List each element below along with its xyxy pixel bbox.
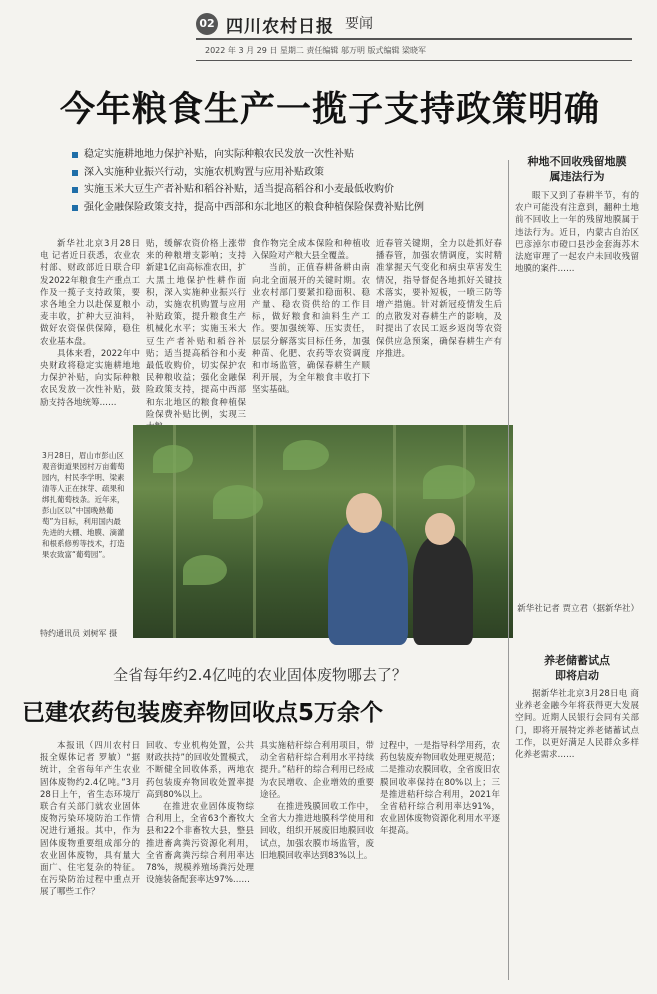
sidebar-divider	[508, 160, 509, 980]
article-paragraph: 在推进残膜回收工作中，全省大力推进地膜科学使用和回收，组织开展废旧地膜回收试点，加强农膜市场监管，废旧地膜回收率达到83%以上。	[260, 802, 374, 861]
second-article-column-1	[40, 740, 140, 988]
policy-bullet	[70, 199, 500, 217]
sidebar-article-1-body	[515, 190, 639, 550]
article-paragraph: 贴，缓解农资价格上涨带来的种粮增支影响；支持新建1亿亩高标准农田，扩大黑土地保护性耕作面积，深入实施种业振兴行动，实施农机购置与应用补贴政策，提升粮食生产机械化水平；实施玉米大豆生产者补贴和稻谷补贴；适当提高稻谷和小麦最低收购价，切实保护农民种粮收益；强化金融保险政策支持，提高中西部和东北地区的粮食种植保险保费补贴比例，实现三	[146, 239, 246, 420]
bullet-square-icon	[72, 152, 78, 158]
policy-bullet-text: 强化金融保险政策支持，提高中西部和东北地区的粮食种植保险保费补贴比例	[84, 201, 424, 213]
main-article-column-4	[376, 238, 502, 418]
second-article-column-3	[260, 740, 374, 988]
article-paragraph: 据新华社北京3月28日电 商业养老金融今年将获得更大发展空间。近期人民银行会同有关部门，即将开展特定养老储蓄试点工作，以更好满足人民群众多样化养老需求……	[515, 689, 639, 761]
article-paragraph: 过程中，一是指导科学用药，农药包装废弃物回收处理更规范；二是推动农膜回收，全省废旧农膜回收率保持在80%以上；三是推进秸秆综合利用，2021年全省秸秆综合利用率达91%，农业固体废物资源化利用水平逐年提高。	[380, 741, 500, 837]
article-paragraph: 近春管关键期，全力以赴抓好春播春管，加强农情调度，实时精准掌握天气变化和病虫草害发生情况，指导督促各地抓好关键技术落实，要补短板，一喷三防等增产措施。针对新冠疫情发生后的点散发对春耕生产的影响，及时提出了农民工返乡返岗等农资保供应急预案，确保春耕生产有序推进。	[376, 239, 502, 359]
page-number-badge: 02	[196, 13, 218, 35]
main-article-column-2	[146, 238, 246, 418]
vineyard-photo	[133, 425, 513, 638]
second-article-column-2	[146, 740, 254, 988]
sidebar-article-2-body	[515, 688, 639, 988]
sidebar-article-title: 属违法行为	[549, 170, 605, 183]
masthead-divider	[196, 38, 632, 40]
sidebar-article-title: 种地不回收残留地膜	[527, 155, 627, 168]
policy-bullet-text: 深入实施种业振兴行动，实施农机购置与应用补贴政策	[84, 166, 324, 178]
policy-bullet-text: 稳定实施耕地地力保护补贴，向实际种粮农民发放一次性补贴	[84, 149, 354, 160]
leaf	[153, 445, 193, 473]
main-headline: 今年粮食生产一揽子支持政策明确	[59, 90, 600, 130]
worker-face	[346, 493, 382, 533]
sidebar-article-1-byline	[515, 603, 639, 629]
worker-face	[425, 513, 455, 545]
sidebar-article-title: 养老储蓄试点	[544, 654, 610, 667]
photo-credit: 特约通讯员 刘树军 摄	[40, 629, 118, 638]
byline: 新华社记者 贾立君（据新华社）	[517, 604, 639, 614]
article-paragraph: 具体来看，2022年中央财政将稳定实施耕地地力保护补贴，向实际种粮农民发放一次性补贴，鼓励支持各地统筹……	[40, 348, 140, 408]
bullet-square-icon	[72, 205, 78, 211]
dateline: 2022 年 3 月 29 日 星期二 责任编辑 邬万明 版式编辑 梁晓军	[205, 46, 427, 55]
policy-bullet-text: 实施玉米大豆生产者补贴和稻谷补贴，适当提高稻谷和小麦最低收购价	[84, 184, 394, 195]
leaf	[183, 555, 227, 585]
sidebar-article-title: 即将启动	[555, 669, 599, 682]
leaf	[423, 465, 475, 499]
article-paragraph: 本报讯（四川农村日报全媒体记者 罗敏）“据统计，全省每年产生农业固体废物约2.4亿吨。”3月28日上午，省生态环境厅联合有关部门就农业固体废物污染环境防治工作情况进行通报。其中，作为固体废物重要组成部分的农业固体废物，具有量大面广、住宅复杂的特征。在污染防治过程中重点开展了哪些工作？	[40, 741, 140, 898]
article-paragraph: 食作物完全成本保险和种植收入保险对产粮大县全覆盖。	[252, 239, 370, 262]
second-article-headline: 已建农药包装废弃物回收点5万余个	[22, 700, 384, 726]
article-paragraph: 眼下又到了春耕半节，有的农户可能没有注意到，翻种土地前不回收上一年的残留地膜属于违法行为。近日，内蒙古自治区巴彦淖尔市磴口县沙金套海苏木法庭审理了一起农户未回收残留地膜的案件……	[515, 191, 639, 275]
policy-bullet	[70, 164, 500, 182]
article-paragraph: 回收、专业机构处置，公共财政扶持”的回收处置模式，不断健全回收体系，两地农药包装废弃物回收处置率提高到80%以上。	[146, 741, 254, 800]
second-article-subheadline: 全省每年约2.4亿吨的农业固体废物哪去了？	[113, 666, 407, 684]
worker-figure	[328, 520, 408, 645]
paper-name-logo: 四川农村日报	[226, 17, 334, 37]
article-paragraph: 当前，正值春耕备耕由南向北全面展开的关键时期。农业农村部门要紧扣稳面积、稳产量、稳农资供给的工作目标，做好粮食和油料生产工作。要加强统筹、压实责任，层层分解落实目标任务，加强种苗、化肥、农药等农资调度和市场监管，确保春耕生产顺利开展，为全年粮食丰收打下坚实基础。	[252, 263, 370, 396]
section-name: 要闻	[345, 16, 373, 32]
policy-bullet	[70, 146, 500, 164]
policy-bullet	[70, 181, 500, 199]
bullet-square-icon	[72, 170, 78, 176]
leaf	[213, 485, 263, 519]
main-article-column-3	[252, 238, 370, 418]
bullet-square-icon	[72, 187, 78, 193]
trellis-post	[253, 425, 256, 638]
worker-figure	[413, 535, 473, 645]
article-paragraph: 在推进农业固体废物综合利用上，全省63个畜牧大县和22个非畜牧大县，整县推进畜禽粪污资源化利用，全省畜禽粪污综合利用率达78%，规模养殖场粪污处理设施装备配套率达97%……	[146, 802, 254, 886]
second-article-column-4	[380, 740, 500, 988]
dateline-divider	[196, 60, 632, 61]
policy-bullet-list	[70, 146, 500, 216]
article-paragraph: 具实施秸秆综合利用项目，带动全省秸秆综合利用水平持续提升。”秸秆的综合利用已经成为农民增收、企业增效的重要途径。	[260, 741, 374, 800]
article-paragraph: 新华社北京3月28日电 记者近日获悉，农业农村部、财政部近日联合印发2022年粮食生产重点工作及一揽子支持政策，要求各地全力以赴保夏粮小麦丰收，扩种大豆油料，做好农资保供保障，稳住农业基本盘。	[40, 239, 140, 347]
leaf	[283, 440, 329, 470]
photo-caption: 3月28日，眉山市彭山区观音街道果园村万亩葡萄园内，村民李学明、梁素清等人正在抹芽、疏果和绑扎葡萄枝条。近年来，彭山区以“中国晚熟葡萄”为目标，利用国内最先进的大棚、地膜、滴灌和根系修剪等技术，打造果农致富“葡萄园”。	[42, 451, 125, 559]
main-article-column-1	[40, 238, 140, 418]
